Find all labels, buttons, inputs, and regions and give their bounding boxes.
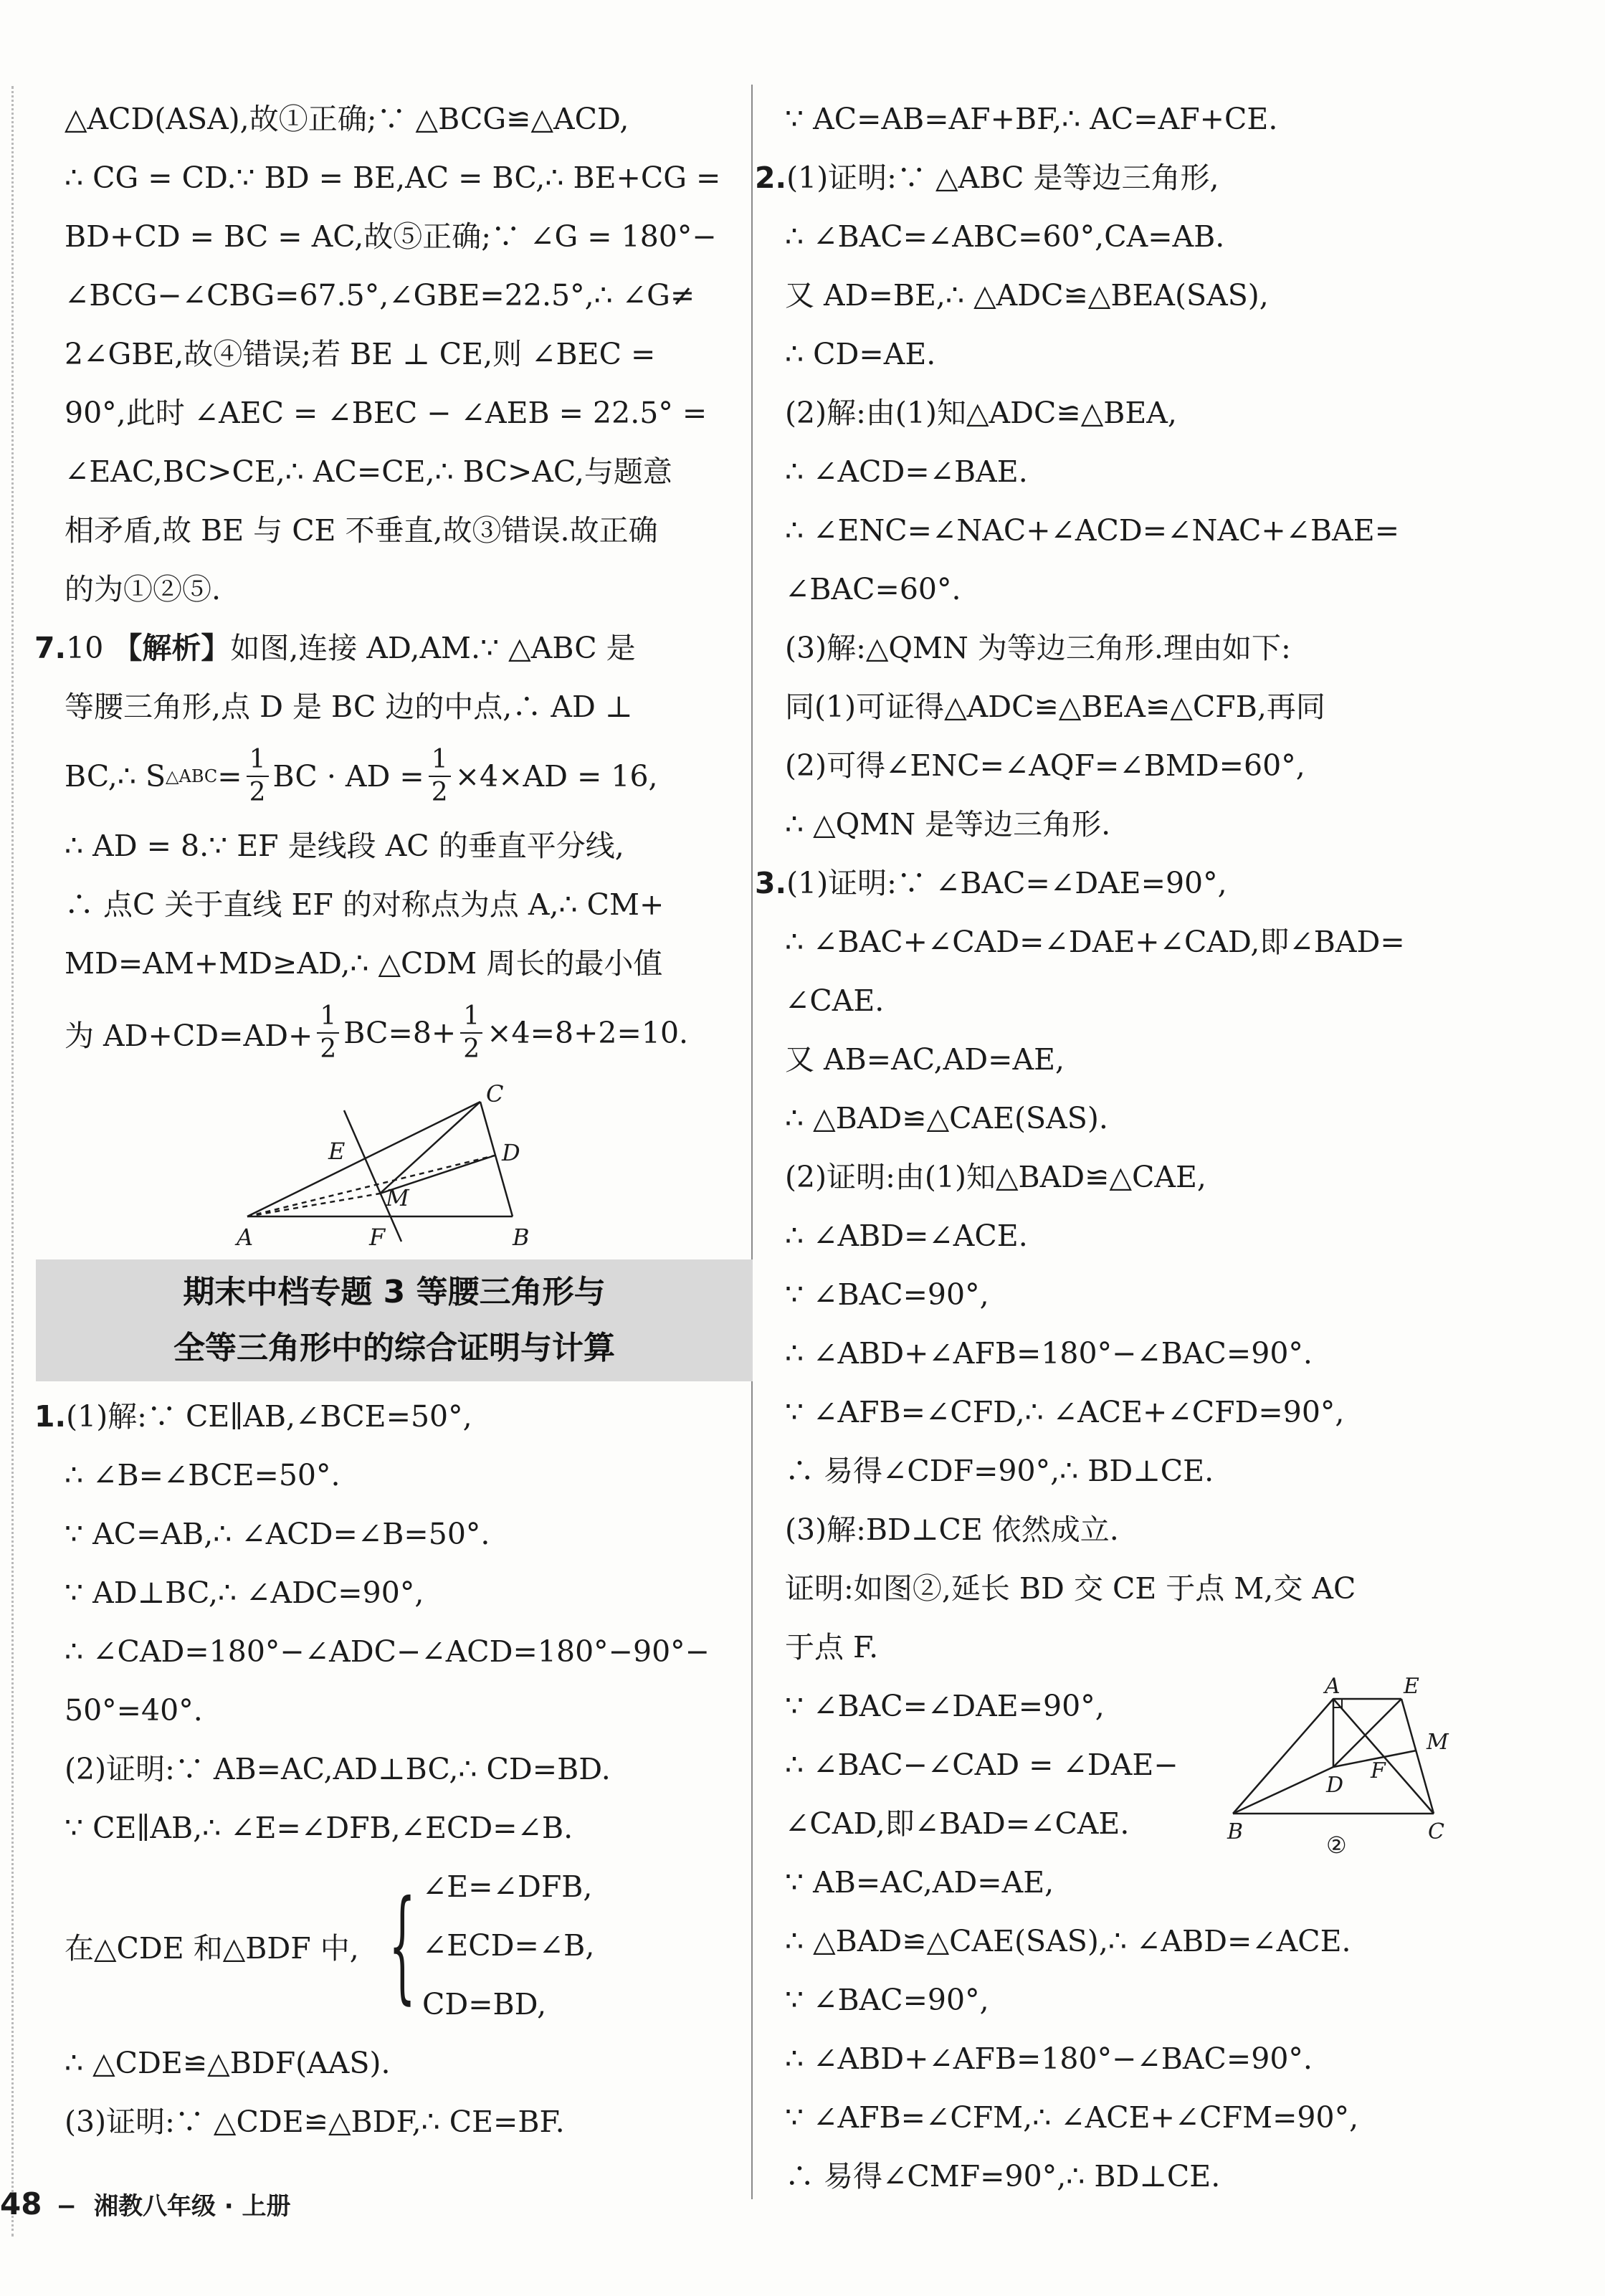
fraction-denominator: 2 <box>320 1034 337 1064</box>
text-line: (1)证明:∵ ∠BAC=∠DAE=90°, <box>786 866 1227 900</box>
segment-ab <box>1233 1699 1333 1814</box>
banner-title-line-1: 期末中档专题 3 等腰三角形与 <box>183 1274 606 1310</box>
formula-text: ×4×AD = 16, <box>454 759 658 794</box>
text-line: ∴ ∠BAC+∠CAD=∠DAE+∠CAD,即∠BAD= <box>785 925 1405 959</box>
text-line: ∴ △CDE≌△BDF(AAS). <box>65 2046 391 2080</box>
segment-ac <box>247 1102 480 1216</box>
text-line: ∵ CE∥AB,∴ ∠E=∠DFB,∠ECD=∠B. <box>65 1811 573 1845</box>
text-line: ∵ AD⊥BC,∴ ∠ADC=90°, <box>65 1576 424 1610</box>
text-line: ∴ △BAD≌△CAE(SAS). <box>785 1101 1108 1135</box>
text-line: ∠BAC=60°. <box>785 572 961 606</box>
text-line: (3)解:BD⊥CE 依然成立. <box>785 1513 1119 1547</box>
triangle-figure-2 <box>1219 1677 1505 1864</box>
text-line: ∵ ∠BAC=90°, <box>785 1277 989 1312</box>
label-b: B <box>513 1224 530 1251</box>
text-line: ∵ ∠BAC=90°, <box>785 1983 989 2017</box>
text-line: ∴ ∠CAD=180°−∠ADC−∠ACD=180°−90°− <box>65 1634 710 1669</box>
q3-line-1 <box>755 854 1545 913</box>
q7-line-1 <box>34 619 724 677</box>
text-line: 如图,连接 AD,AM.∵ △ABC 是 <box>230 631 636 665</box>
segment-ad <box>247 1156 495 1216</box>
text-line: (2)解:由(1)知△ADC≌△BEA, <box>785 396 1177 430</box>
text-line: ∴ ∠ABD+∠AFB=180°−∠BAC=90°. <box>785 1336 1313 1371</box>
text-line: (2)证明:∵ AB=AC,AD⊥BC,∴ CD=BD. <box>65 1752 611 1786</box>
segment-am <box>247 1194 380 1216</box>
left-continuation-block <box>65 90 724 619</box>
formula-text: 为 AD+CD=AD+ <box>65 1018 313 1053</box>
text-line: ∠EAC,BC>CE,∴ AC=CE,∴ BC>AC,与题意 <box>65 454 672 489</box>
label-d: D <box>502 1139 520 1166</box>
text-line: ∴ 易得∠CDF=90°,∴ BD⊥CE. <box>785 1454 1214 1488</box>
question-7 <box>34 619 724 1252</box>
text-line: ∠CAE. <box>785 983 885 1018</box>
text-line: ∴ ∠ABD+∠AFB=180°−∠BAC=90°. <box>785 2042 1313 2076</box>
brace-intro: 在△CDE 和△BDF 中, <box>65 1930 359 1966</box>
section-banner <box>36 1259 753 1381</box>
text-line: ∠BCG−∠CBG=67.5°,∠GBE=22.5°,∴ ∠G≠ <box>65 278 695 313</box>
analysis-tag: 【解析】 <box>113 631 231 665</box>
text-line: △ACD(ASA),故①正确;∵ △BCG≌△ACD, <box>65 102 629 136</box>
text-line: 等腰三角形,点 D 是 BC 边的中点,∴ AD ⊥ <box>65 690 633 724</box>
label-e: E <box>328 1138 346 1165</box>
text-line: ∴ ∠ACD=∠BAE. <box>785 454 1028 489</box>
text-line: ∴ 点C 关于直线 EF 的对称点为点 A,∴ CM+ <box>65 887 665 922</box>
text-line: MD=AM+MD≥AD,∴ △CDM 周长的最小值 <box>65 946 663 981</box>
fraction-half <box>429 744 451 809</box>
label-a: A <box>237 1224 254 1251</box>
text-line: ∵ AC=AB=AF+BF,∴ AC=AF+CE. <box>785 102 1278 136</box>
fraction-denominator: 2 <box>463 1034 480 1064</box>
text-line: ∴ ∠ABD=∠ACE. <box>785 1219 1028 1253</box>
fraction-numerator: 1 <box>429 744 451 777</box>
label-m: M <box>386 1184 409 1211</box>
book-title: 湘教八年级 · 上册 <box>93 2192 291 2221</box>
text-line: ∵ AB=AC,AD=AE, <box>785 1865 1054 1900</box>
fraction-numerator: 1 <box>247 744 269 777</box>
fraction-half <box>247 744 269 809</box>
label-f: F <box>1371 1758 1386 1783</box>
left-column <box>34 90 724 2151</box>
label-f: F <box>369 1224 386 1251</box>
brace-item: CD=BD, <box>422 1987 547 2021</box>
fraction-numerator: 1 <box>317 1001 339 1034</box>
text-line: (3)解:△QMN 为等边三角形.理由如下: <box>785 631 1291 665</box>
text-line: (3)证明:∵ △CDE≌△BDF,∴ CE=BF. <box>65 2105 565 2139</box>
brace-item: ∠E=∠DFB, <box>422 1869 593 1904</box>
question-number: 1. <box>34 1399 67 1434</box>
label-b: B <box>1227 1819 1244 1844</box>
fraction-half <box>317 1001 339 1065</box>
formula-text: BC,∴ S <box>65 759 166 794</box>
text-line: ∴ ∠BAC=∠ABC=60°,CA=AB. <box>785 219 1225 254</box>
right-column <box>755 90 1545 2206</box>
text-line: 50°=40°. <box>65 1693 203 1728</box>
label-c: C <box>1428 1819 1444 1844</box>
text-line: ∵ ∠AFB=∠CFM,∴ ∠ACE+∠CFM=90°, <box>785 2100 1359 2135</box>
text-line: ∴ 易得∠CMF=90°,∴ BD⊥CE. <box>785 2159 1221 2193</box>
formula-subscript: △ABC <box>166 766 218 786</box>
label-m: M <box>1427 1730 1449 1755</box>
text-line: 同(1)可证得△ADC≌△BEA≌△CFB,再同 <box>785 690 1325 724</box>
fraction-numerator: 1 <box>460 1001 482 1034</box>
fraction-denominator: 2 <box>431 778 448 807</box>
segment-cm <box>380 1102 480 1194</box>
line-ef <box>344 1110 401 1242</box>
text-line: ∴ △BAD≌△CAE(SAS),∴ ∠ABD=∠ACE. <box>785 1924 1351 1958</box>
condition-brace-block <box>65 1857 724 2034</box>
text-line: 于点 F. <box>785 1630 879 1664</box>
figure-caption: ② <box>1326 1831 1347 1859</box>
text-line: 又 AB=AC,AD=AE, <box>785 1042 1065 1077</box>
text-line: ∴ CG = CD.∵ BD = BE,AC = BC,∴ BE+CG = <box>65 161 721 195</box>
q7-area-formula <box>65 736 724 816</box>
brace-item: ∠ECD=∠B, <box>422 1928 595 1963</box>
segment-bd <box>1233 1767 1333 1814</box>
question-1 <box>34 1387 724 2151</box>
label-e: E <box>1404 1677 1419 1699</box>
text-line: 又 AD=BE,∴ △ADC≌△BEA(SAS), <box>785 278 1269 313</box>
fraction-half <box>460 1001 482 1065</box>
binding-marks <box>11 86 16 2237</box>
segment-de <box>1333 1699 1401 1767</box>
q7-answer: 10 <box>66 631 104 665</box>
question-number: 7. <box>34 631 67 665</box>
text-line: 相矛盾,故 BE 与 CE 不垂直,故③错误.故正确 <box>65 513 658 548</box>
label-a: A <box>1325 1677 1340 1699</box>
page-number: 48 <box>0 2186 42 2221</box>
text-line: (1)解:∵ CE∥AB,∠BCE=50°, <box>66 1399 472 1434</box>
text-line: (2)证明:由(1)知△BAD≌△CAE, <box>785 1160 1206 1194</box>
text-line: ∵ ∠BAC=∠DAE=90°, <box>785 1689 1105 1723</box>
label-c: C <box>486 1080 504 1107</box>
brace-items <box>422 1857 594 2034</box>
text-line: ∴ AD = 8.∵ EF 是线段 AC 的垂直平分线, <box>65 829 624 863</box>
text-line: ∵ AC=AB,∴ ∠ACD=∠B=50°. <box>65 1517 490 1551</box>
question-number: 2. <box>755 161 787 195</box>
banner-title-line-2: 全等三角形中的综合证明与计算 <box>173 1330 615 1366</box>
q7-perimeter-formula <box>65 993 724 1073</box>
triangle-figure-1 <box>65 1080 724 1252</box>
formula-text: BC=8+ <box>343 1016 457 1050</box>
page-footer <box>0 2186 291 2221</box>
text-line: ∴ ∠ENC=∠NAC+∠ACD=∠NAC+∠BAE= <box>785 513 1400 548</box>
question-3 <box>755 854 1545 2206</box>
text-line: 的为①②⑤. <box>65 572 222 606</box>
text-line: ∠CAD,即∠BAD=∠CAE. <box>785 1806 1130 1841</box>
text-line: ∵ ∠AFB=∠CFD,∴ ∠ACE+∠CFD=90°, <box>785 1395 1345 1429</box>
label-d: D <box>1326 1773 1344 1798</box>
formula-text: = <box>217 759 242 794</box>
text-line: BD+CD = BC = AC,故⑤正确;∵ ∠G = 180°− <box>65 219 717 254</box>
text-line: 90°,此时 ∠AEC = ∠BEC − ∠AEB = 22.5° = <box>65 396 708 430</box>
formula-text: ×4=8+2=10. <box>487 1016 689 1050</box>
question-number: 3. <box>755 866 787 900</box>
footer-dash: − <box>56 2192 77 2221</box>
text-line: ∴ CD=AE. <box>785 337 936 371</box>
q1-line-1 <box>34 1387 724 1446</box>
q2-line-1 <box>755 148 1545 207</box>
text-line: 2∠GBE,故④错误;若 BE ⊥ CE,则 ∠BEC = <box>65 337 656 371</box>
text-line: (2)可得∠ENC=∠AQF=∠BMD=60°, <box>785 748 1305 783</box>
text-line: ∴ △QMN 是等边三角形. <box>785 807 1111 842</box>
question-2 <box>755 148 1545 854</box>
text-line: ∴ ∠BAC−∠CAD = ∠DAE− <box>785 1748 1178 1782</box>
formula-text: BC · AD = <box>272 759 424 794</box>
column-divider <box>751 85 753 2199</box>
fraction-denominator: 2 <box>249 778 266 807</box>
brace-symbol: { <box>388 1875 416 2016</box>
text-line: ∴ ∠B=∠BCE=50°. <box>65 1458 340 1492</box>
text-line: 证明:如图②,延长 BD 交 CE 于点 M,交 AC <box>785 1571 1356 1606</box>
text-line: (1)证明:∵ △ABC 是等边三角形, <box>786 161 1219 195</box>
